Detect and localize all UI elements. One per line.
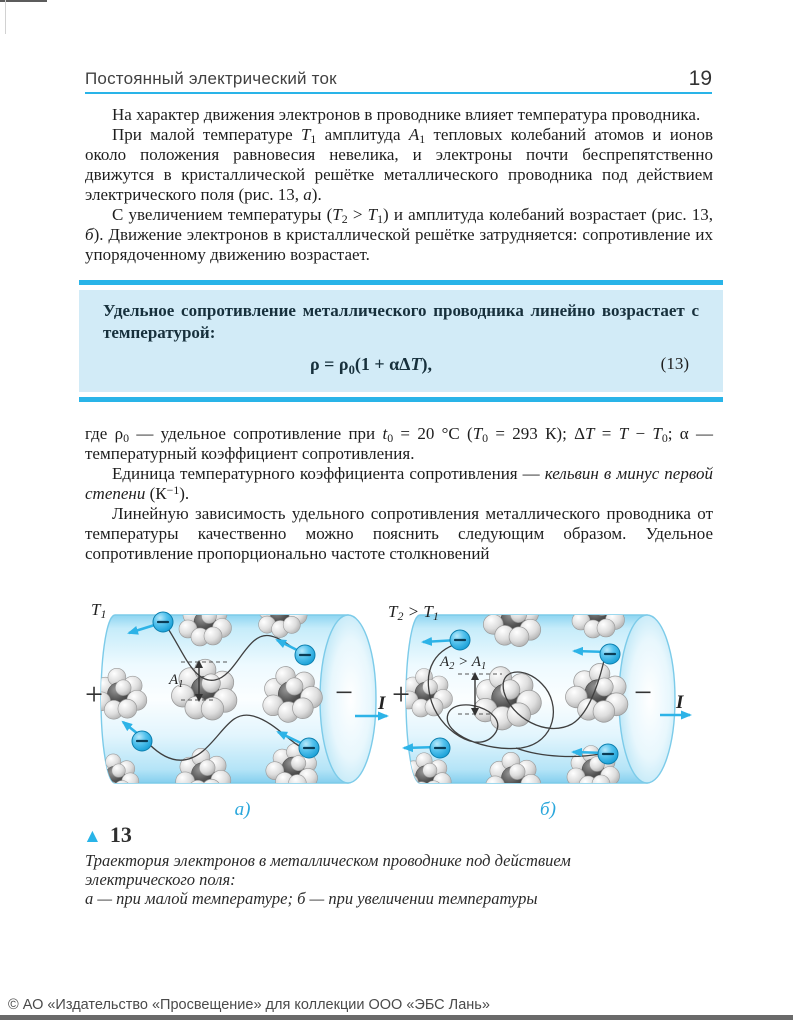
electron	[450, 630, 470, 650]
paragraph-high-temperature: С увеличением температуры $(T_2 > T_1)$ и амплитуда колебаний возрастает (рис. 13, б). Движение электронов в кристаллической решётке затрудняется: сопротивление их упорядоченному движению возрастает.	[85, 205, 713, 264]
electron	[295, 645, 315, 665]
electron	[598, 744, 618, 764]
minus-terminal-a: −	[335, 674, 354, 710]
electron	[299, 738, 319, 758]
paragraph-low-temperature: При малой температуре $T_1$ амплитуда $A_1$ тепловых колебаний атомов и ионов около положения равновесия невелика, и электроны почти беспрепятственно движутся в кристаллической решётке металлического проводника под действием электрического поля (рис. 13, а).	[85, 125, 713, 204]
plus-terminal-a: +	[85, 676, 104, 712]
box-body	[79, 290, 723, 392]
page-edge-line	[5, 0, 6, 34]
figure-marker-triangle-icon: ▲	[83, 826, 102, 847]
amplitude-label-a: $A_1$	[169, 672, 184, 690]
subfigure-caption-a: а)	[234, 799, 251, 820]
box-statement: Удельное сопротивление металлического проводника линейно возрастает с температурой:	[103, 301, 699, 342]
text-column	[85, 105, 713, 564]
subfigure-caption-b: б)	[540, 799, 556, 820]
electron	[153, 612, 173, 632]
temperature-label-b: $T_2 > T_1$	[388, 602, 439, 624]
statement-box	[79, 280, 723, 402]
header-rule	[85, 92, 712, 94]
figure-caption-sub: а — при малой температуре; б — при увеличении температуры	[85, 889, 538, 908]
box-top-bar	[79, 280, 723, 285]
formula-row	[103, 354, 699, 380]
figure-number-text: 13	[109, 822, 132, 847]
figure-number	[83, 822, 132, 848]
electron	[132, 731, 152, 751]
electron	[600, 644, 620, 664]
paragraph-unit: Единица температурного коэффициента сопротивления — кельвин в минус первой степени $(К^{-1})$.	[85, 464, 713, 503]
electron	[430, 738, 450, 758]
plus-terminal-b: +	[392, 676, 411, 712]
copyright-notice: © АО «Издательство «Просвещение» для коллекции ООО «ЭБС Лань»	[8, 997, 490, 1013]
page-header	[85, 66, 712, 92]
figure-caption	[85, 851, 645, 908]
temperature-label-a: $T_1$	[91, 600, 107, 622]
formula-resistivity: $\rho = \rho_0(1 + \alpha\Delta T)$,	[310, 354, 432, 377]
figure-caption-main: Траектория электронов в металлическом проводнике под действием электрического поля:	[85, 851, 571, 889]
page-edge-artifact	[0, 0, 47, 2]
minus-terminal-b: −	[634, 674, 653, 710]
box-bottom-bar	[79, 397, 723, 402]
conductor-diagram-low-temp	[85, 598, 400, 828]
paragraph-definitions: где $\rho_0$ — удельное сопротивление при $t_0 = 20$ °C ($T_0 = 293$ К); $\Delta T = T - T_0$; α — температурный коэффициент сопротивления.	[85, 424, 713, 463]
current-label-a: I	[378, 693, 386, 714]
page-number: 19	[688, 67, 712, 90]
conductor-diagram-high-temp	[388, 598, 708, 828]
paragraph-intro: На характер движения электронов в проводнике влияет температура проводника.	[112, 105, 701, 124]
viewer-bottom-bar	[0, 1015, 793, 1020]
amplitude-label-b: $A_2 > A_1$	[440, 654, 487, 672]
figure-panel-a	[85, 598, 400, 828]
chapter-title: Постоянный электрический ток	[85, 69, 337, 88]
figure-panel-b	[388, 598, 708, 828]
formula-number: (13)	[660, 354, 689, 373]
paragraph-explanation: Линейную зависимость удельного сопротивления металлического проводника от температуры качественно можно пояснить следующим образом. Удельное сопротивление пропорционально частоте столкновений	[85, 504, 713, 563]
current-label-b: I	[676, 692, 684, 713]
